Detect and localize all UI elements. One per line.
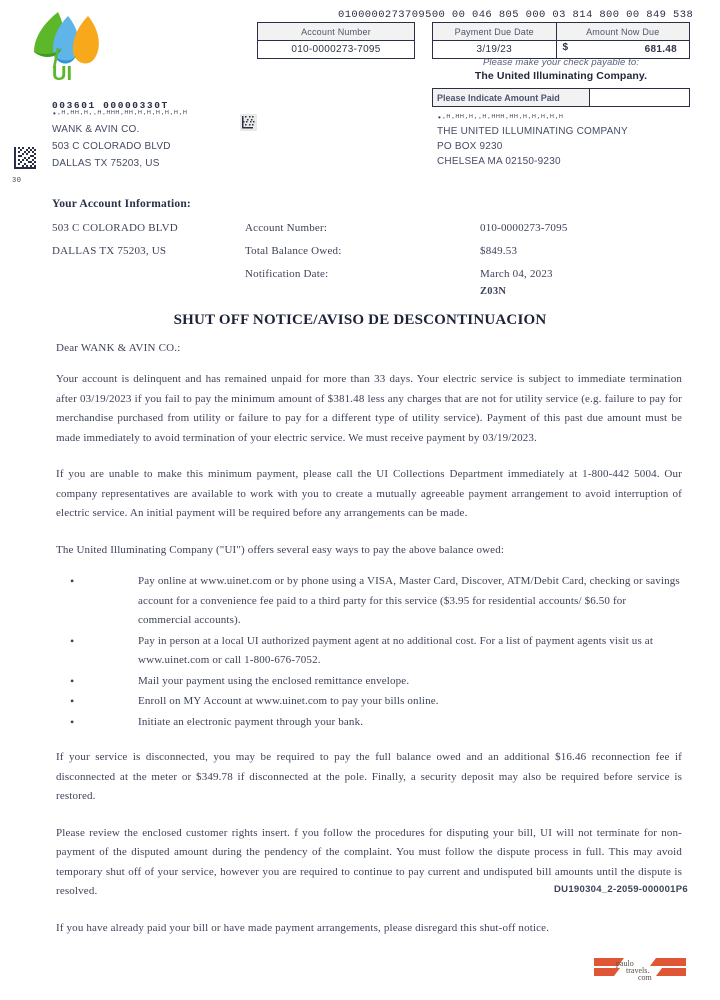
value-notification-date: March 04, 2023	[480, 268, 553, 280]
watermark-line1: paulo	[616, 959, 634, 968]
paragraph-customer-rights: Please review the enclosed customer rights insert. f you follow the procedures for disputing your bill, UI will not terminate for non-payment of the disputed amount during the pendency of the complaint. You must follow the dispute process in full. This may avoid temporary shut off of your service, however you are required to continue to pay current and undisputed bill amounts until the dispute is resolved.	[56, 826, 682, 897]
account-number-table	[257, 22, 415, 59]
customer-name: WANK & AVIN CO.	[52, 123, 140, 135]
ui-logo-text: UI	[52, 63, 72, 84]
salutation: Dear WANK & AVIN CO.:	[56, 342, 181, 354]
payment-summary-table	[432, 22, 690, 59]
company-street: PO BOX 9230	[437, 140, 503, 152]
company-city-state-zip: CHELSEA MA 02150-9230	[437, 155, 561, 167]
list-item: • Enroll on MY Account at www.uinet.com to pay your bills online.	[56, 692, 682, 712]
company-intelligent-mail-barcode: •·ᴴ·ᴴᴴ·ᴴ··ᴴ·ᴴᴴᴴ·ᴴᴴ·ᴴ·ᴴ·ᴴ·ᴴ·ᴴ	[437, 114, 564, 123]
watermark-line3: com	[638, 973, 652, 982]
currency-symbol: $	[562, 42, 569, 53]
list-item: • Initiate an electronic payment through your bank.	[56, 713, 682, 733]
intelligent-mail-barcode: •·ᴴ·ᴴᴴ·ᴴ··ᴴ·ᴴᴴᴴ·ᴴᴴ·ᴴ·ᴴ·ᴴ·ᴴ·ᴴ·ᴴ	[52, 110, 188, 119]
ui-logo-icon	[24, 8, 116, 84]
datamatrix-barcode-customer	[240, 114, 257, 136]
service-address-line2: DALLAS TX 75203, US	[52, 245, 167, 257]
label-total-balance: Total Balance Owed:	[245, 245, 342, 257]
ui-logo	[24, 8, 116, 84]
watermark-logo	[594, 955, 686, 983]
customer-street: 503 C COLORADO BLVD	[52, 140, 171, 152]
datamatrix-icon	[12, 145, 38, 171]
amount-now-due-header: Amount Now Due	[556, 23, 689, 41]
payable-instruction: Please make your check payable to:	[482, 57, 639, 68]
company-name: THE UNITED ILLUMINATING COMPANY	[437, 125, 628, 137]
barcode-caption: 30	[12, 177, 22, 185]
account-info-labels	[245, 217, 342, 286]
paragraph-reconnection-fees: If your service is disconnected, you may be required to pay the full balance owed and an additional $16.46 reconnection fee if disconnected at the meter or $349.78 if disconnected at the pole. Finally, a security deposit may also be required before service is restored.	[56, 751, 682, 802]
ocr-scanline: 0100000273709500 00 046 805 000 03 814 800 00 849 538	[338, 9, 694, 21]
page-title: SHUT OFF NOTICE/AVISO DE DESCONTINUACION	[173, 312, 547, 328]
payable-company: The United Illuminating Company.	[474, 70, 648, 82]
paragraph-delinquency: Your account is delinquent and has remained unpaid for more than 33 days. Your electric service is subject to immediate termination after 03/19/2023 if you fail to pay the minimum amount of $381.48 less any charges that are not for utility service (e.g. failure to pay for merchandise purchased from utility or failure to pay for a different type of utility service). Payment of this past due amount must be made immediately to avoid termination of your electric service. We must receive payment by 03/19/2023.	[56, 373, 682, 444]
customer-address-block	[52, 100, 242, 171]
paragraph-collections: If you are unable to make this minimum payment, please call the UI Collections Department immediately at 1-800-442 5004. Our company representatives are available to work with you to create a mutually agreeable payment arrangement to avoid interruption of electric service. An initial payment will be required before any arrangements can be made.	[56, 468, 682, 519]
paulo-travels-watermark-icon	[594, 955, 686, 983]
datamatrix-barcode-left	[12, 145, 38, 185]
payment-due-date-value: 3/19/23	[433, 41, 557, 59]
customer-city-state-zip: DALLAS TX 75203, US	[52, 157, 160, 169]
service-address-line1: 503 C COLORADO BLVD	[52, 222, 178, 234]
list-item: • Pay online at www.uinet.com or by phone using a VISA, Master Card, Discover, ATM/Debit Card, checking or savings account for a convenience fee paid to a third party for this service ($3.95 for residential accounts/ $6.50 for commercial accounts).	[56, 572, 682, 631]
document-code: DU190304_2-2059-000001P6	[554, 884, 688, 895]
indicate-amount-paid-table	[432, 88, 690, 107]
amount-now-due-value: 681.48	[644, 44, 677, 55]
watermark-line2: travels.	[626, 966, 650, 975]
mail-endorsement-line: 003601 00000330T	[52, 100, 169, 111]
payment-options-list	[56, 572, 682, 732]
value-account-number: 010-0000273-7095	[480, 222, 568, 234]
account-info-heading: Your Account Information:	[52, 198, 191, 210]
indicate-amount-label: Please Indicate Amount Paid	[433, 89, 590, 107]
paragraph-disregard: If you have already paid your bill or have made payment arrangements, please disregard this shut-off notice.	[56, 921, 550, 934]
label-notification-date: Notification Date:	[245, 268, 329, 280]
account-info-values	[480, 217, 568, 286]
company-address-block	[437, 115, 667, 169]
letter-body	[56, 342, 682, 955]
list-item: • Mail your payment using the enclosed remittance envelope.	[56, 672, 682, 692]
label-account-number: Account Number:	[245, 222, 328, 234]
value-total-balance: $849.53	[480, 245, 518, 257]
account-service-address	[52, 217, 178, 263]
account-number-value: 010-0000273-7095	[258, 41, 415, 59]
datamatrix-small-icon	[240, 114, 257, 131]
list-item: • Pay in person at a local UI authorized payment agent at no additional cost. For a list of payment agents visit us at www.uinet.com or call 1-800-676-7052.	[56, 632, 682, 671]
amount-now-due-cell	[556, 41, 689, 59]
paragraph-payment-intro: The United Illuminating Company ("UI") offers several easy ways to pay the above balance owed:	[56, 543, 505, 556]
route-code: Z03N	[480, 286, 507, 297]
account-number-header: Account Number	[258, 23, 415, 41]
indicate-amount-input[interactable]	[590, 89, 690, 107]
payment-due-date-header: Payment Due Date	[433, 23, 557, 41]
payable-to-block	[432, 57, 690, 82]
